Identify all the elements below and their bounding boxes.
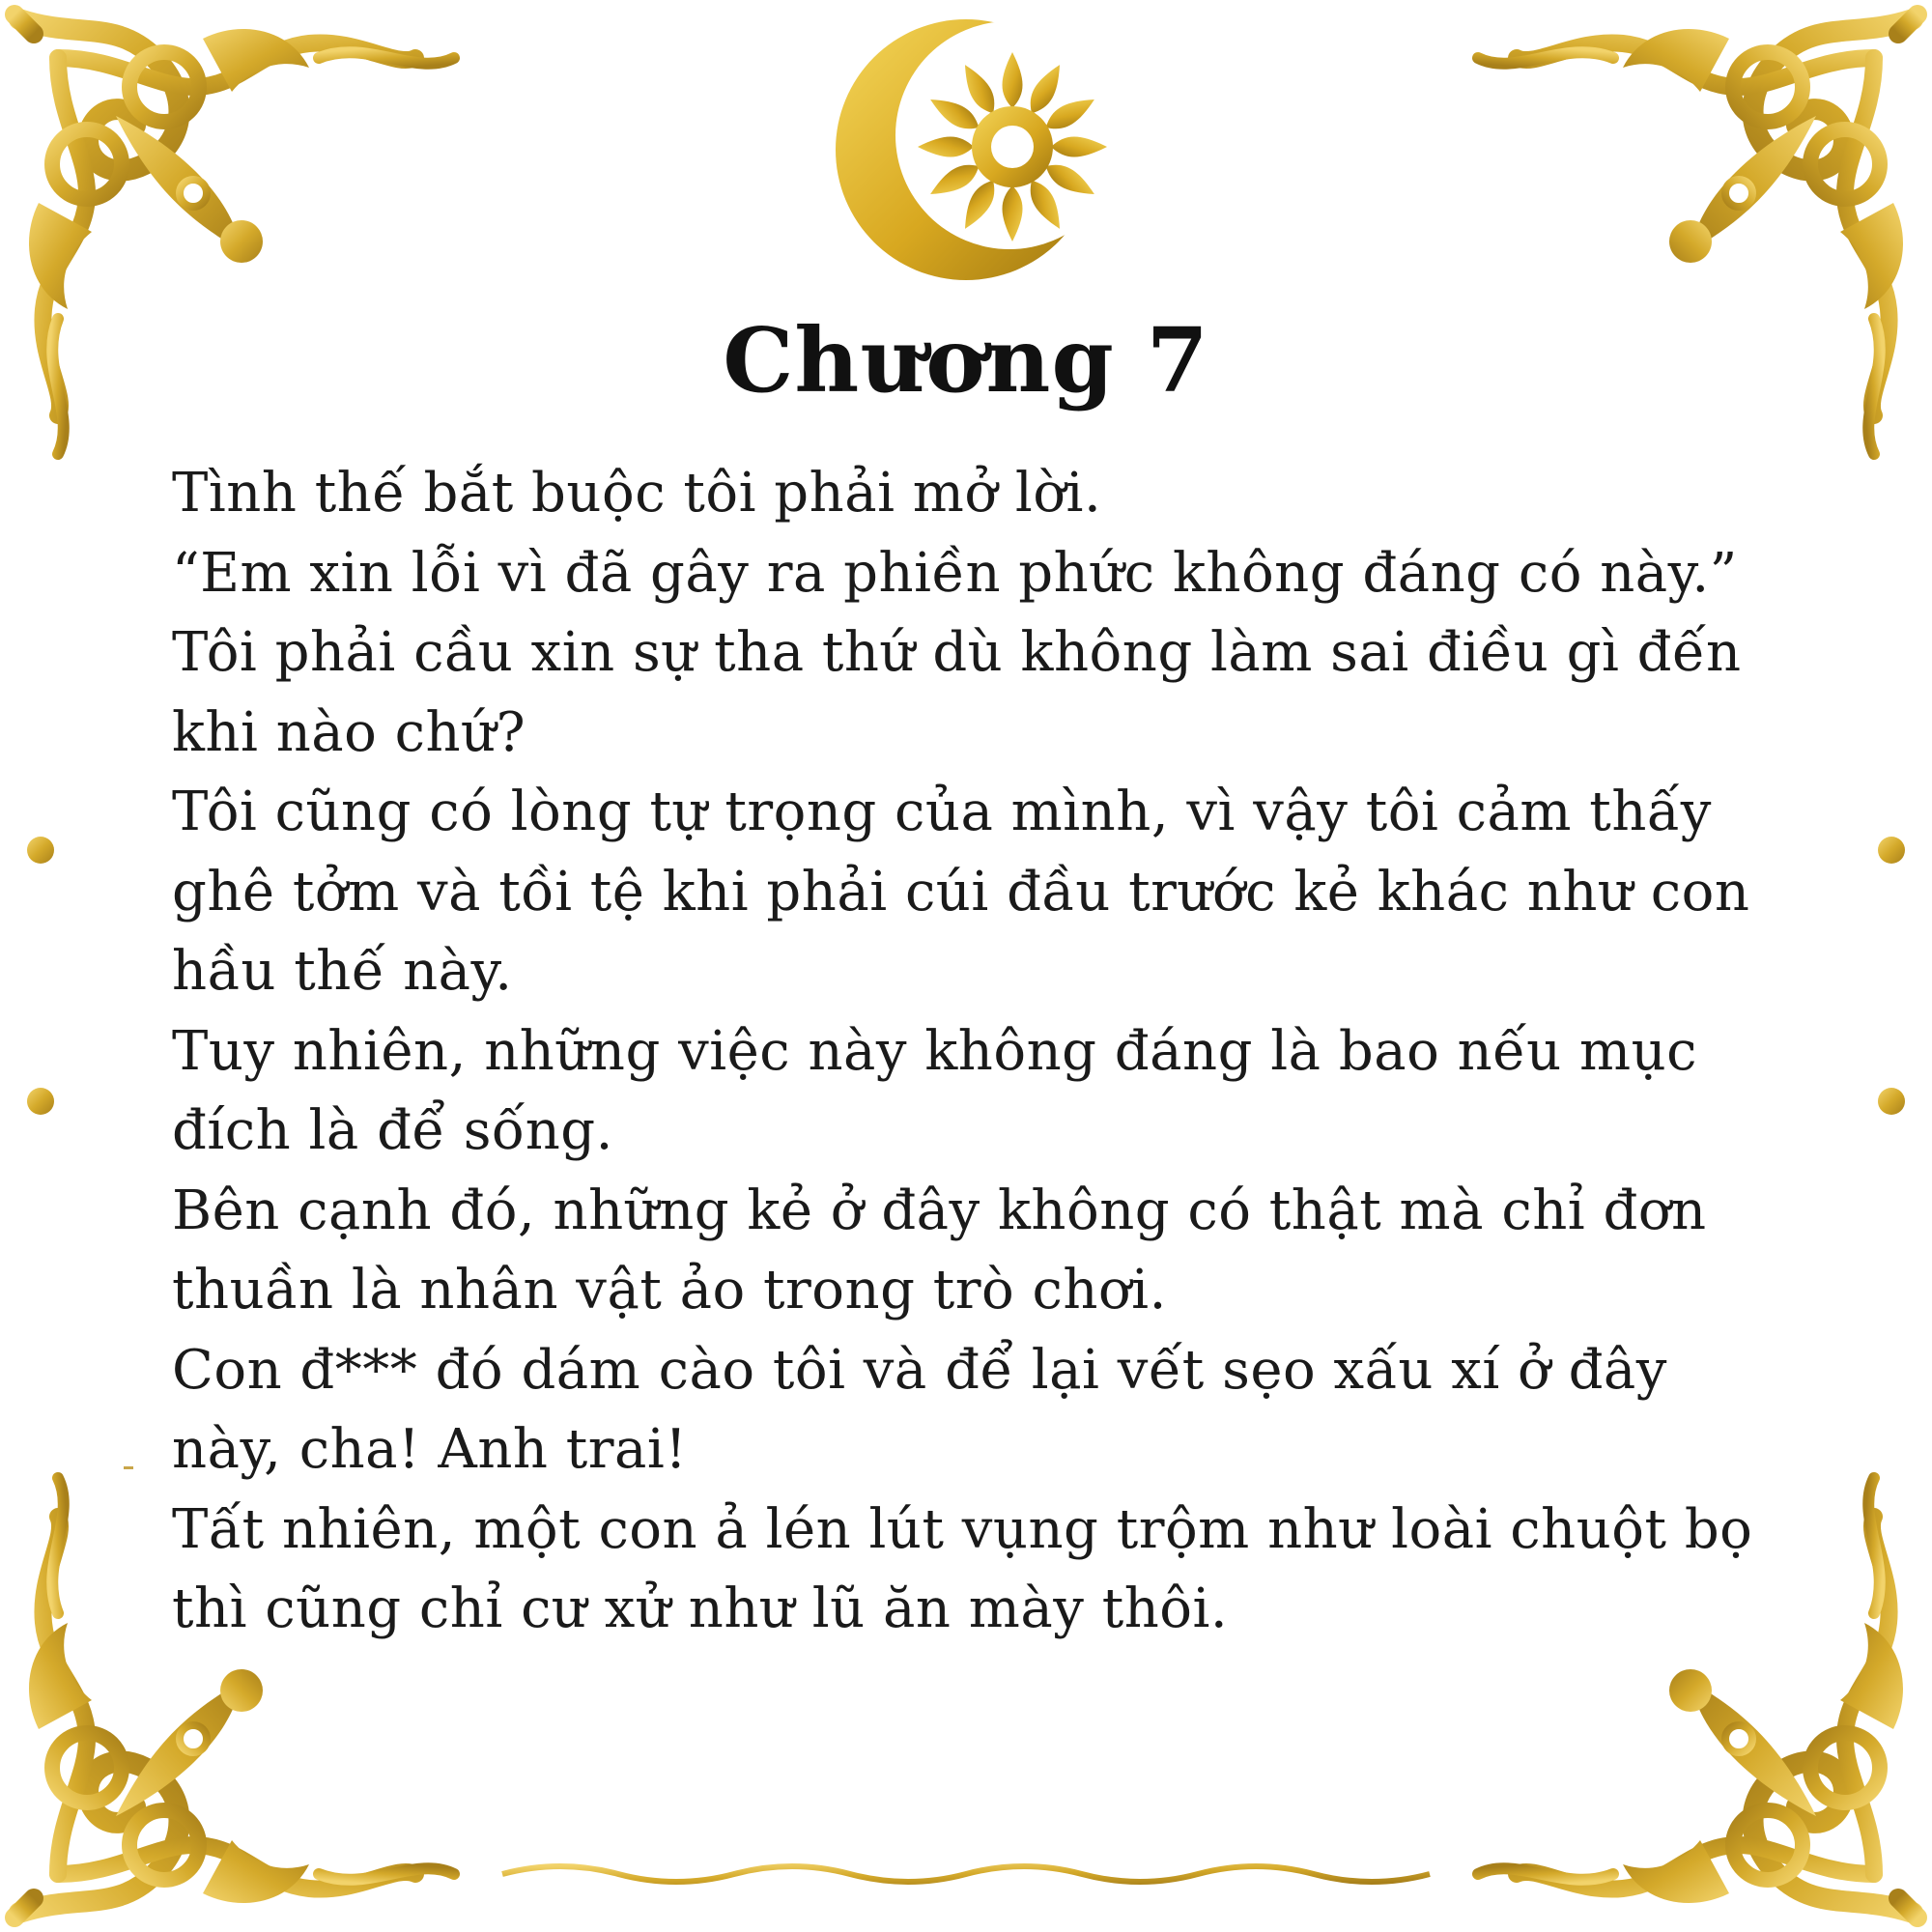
paragraph: Tình thế bắt buộc tôi phải mở lời. [172,462,1102,525]
chapter-title: Chương 7 [723,308,1209,412]
crescent-moon-sun-icon [831,10,1121,290]
decorative-dash [124,1466,133,1469]
chapter-body [172,454,1776,1650]
paragraph: Tuy nhiên, những việc này không đáng là bao nếu mục đích là để sống. [172,1019,1698,1162]
paragraph: Con đ*** đó dám cào tôi và để lại vết sẹo xấu xí ở đây này, cha! Anh trai! [172,1338,1667,1481]
paragraph: Tất nhiên, một con ả lén lút vụng trộm như loài chuột bọ thì cũng chỉ cư xử như lũ ăn mày thôi. [172,1497,1753,1640]
paragraph: Tôi cũng có lòng tự trọng của mình, vì vậy tôi cảm thấy ghê tởm và tồi tệ khi phải cúi đầu trước kẻ khác như con hầu thế này. [172,781,1750,1003]
paragraph: “Em xin lỗi vì đã gây ra phiền phức không đáng có này.” [172,541,1738,605]
paragraph: Tôi phải cầu xin sự tha thứ dù không làm sai điều gì đến khi nào chứ? [172,621,1742,764]
paragraph: Bên cạnh đó, những kẻ ở đây không có thật mà chỉ đơn thuần là nhân vật ảo trong trò chơi. [172,1179,1707,1321]
